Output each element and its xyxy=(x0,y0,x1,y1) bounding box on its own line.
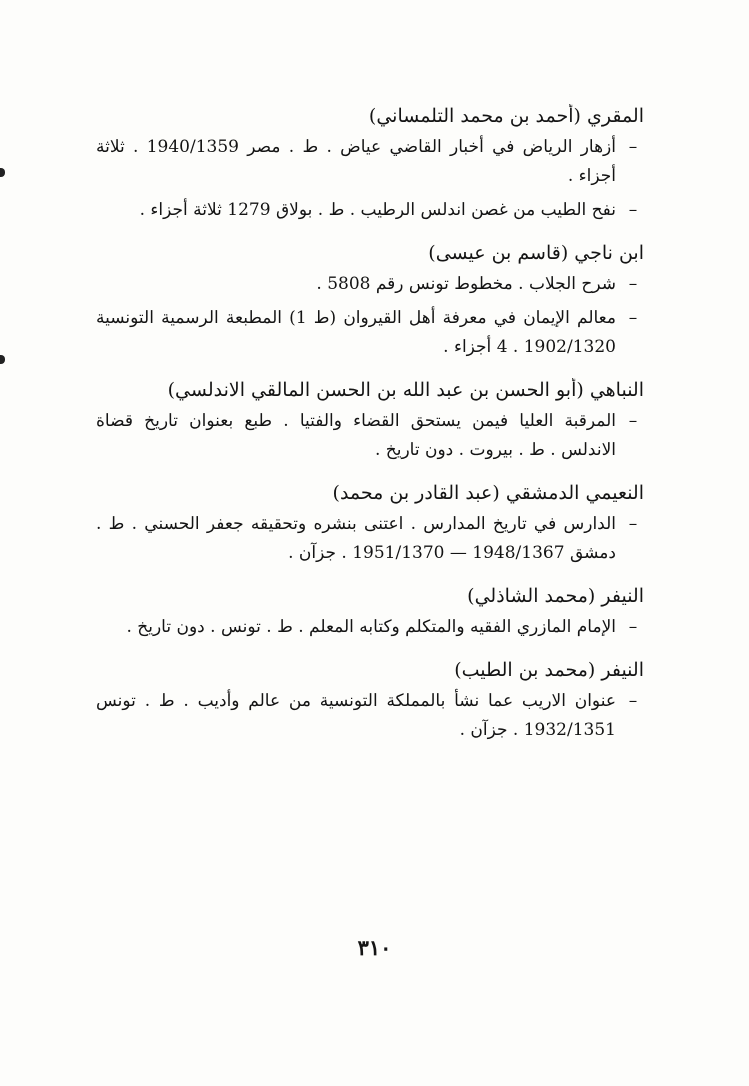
author-heading: النباهي (أبو الحسن بن عبد الله بن الحسن المالقي الاندلسي) xyxy=(167,379,644,401)
entry-text: أزهار الرياض في أخبار القاضي عياض . ط . مصر 1940/1359 . ثلاثة أجزاء . xyxy=(96,137,616,186)
bibliography-list xyxy=(96,104,644,745)
entry-dash: – xyxy=(628,411,638,431)
binding-mark xyxy=(0,168,5,177)
author-heading: ابن ناجي (قاسم بن عيسى) xyxy=(428,242,644,264)
entry-dash: – xyxy=(628,274,638,294)
author-heading: النيفر (محمد الشاذلي) xyxy=(467,585,644,607)
entry-dash: – xyxy=(628,691,638,711)
bibliography-entry xyxy=(96,133,644,191)
entry-text: شرح الجلاب . مخطوط تونس رقم 5808 . xyxy=(316,274,616,294)
bibliography-entry xyxy=(96,304,644,362)
entry-text: معالم الإيمان في معرفة أهل القيروان (ط 1) المطبعة الرسمية التونسية 1902/1320 . 4 أجزاء . xyxy=(96,308,616,357)
entry-text: المرقبة العليا فيمن يستحق القضاء والفتيا . طبع بعنوان تاريخ قضاة الاندلس . ط . بيروت . دون تاريخ . xyxy=(96,411,616,460)
author-heading: المقري (أحمد بن محمد التلمساني) xyxy=(368,105,644,127)
page-number: ٣١٠ xyxy=(357,935,392,960)
bibliography-entry xyxy=(96,510,644,568)
bibliography-entry xyxy=(96,687,644,745)
entry-dash: – xyxy=(628,200,638,220)
entry-dash: – xyxy=(628,137,638,157)
entry-dash: – xyxy=(628,308,638,328)
entry-text: نفح الطيب من غصن اندلس الرطيب . ط . بولاق 1279 ثلاثة أجزاء . xyxy=(139,200,616,220)
entry-text: الإمام المازري الفقيه والمتكلم وكتابه المعلم . ط . تونس . دون تاريخ . xyxy=(126,617,616,637)
entry-dash: – xyxy=(628,514,638,534)
entry-text: عنوان الاريب عما نشأ بالمملكة التونسية من عالم وأديب . ط . تونس 1932/1351 . جزآن . xyxy=(96,691,616,740)
bibliography-entry xyxy=(96,270,644,299)
author-heading: النعيمي الدمشقي (عبد القادر بن محمد) xyxy=(332,482,644,504)
entry-text: الدارس في تاريخ المدارس . اعتنى بنشره وتحقيقه جعفر الحسني . ط . دمشق 1948/1367 — 1951/1370 . جزآن . xyxy=(96,514,616,563)
entry-dash: – xyxy=(628,617,638,637)
bibliography-entry xyxy=(96,407,644,465)
author-heading: النيفر (محمد بن الطيب) xyxy=(454,659,644,681)
bibliography-entry xyxy=(96,613,644,642)
bibliography-entry xyxy=(96,196,644,225)
binding-mark xyxy=(0,355,5,364)
